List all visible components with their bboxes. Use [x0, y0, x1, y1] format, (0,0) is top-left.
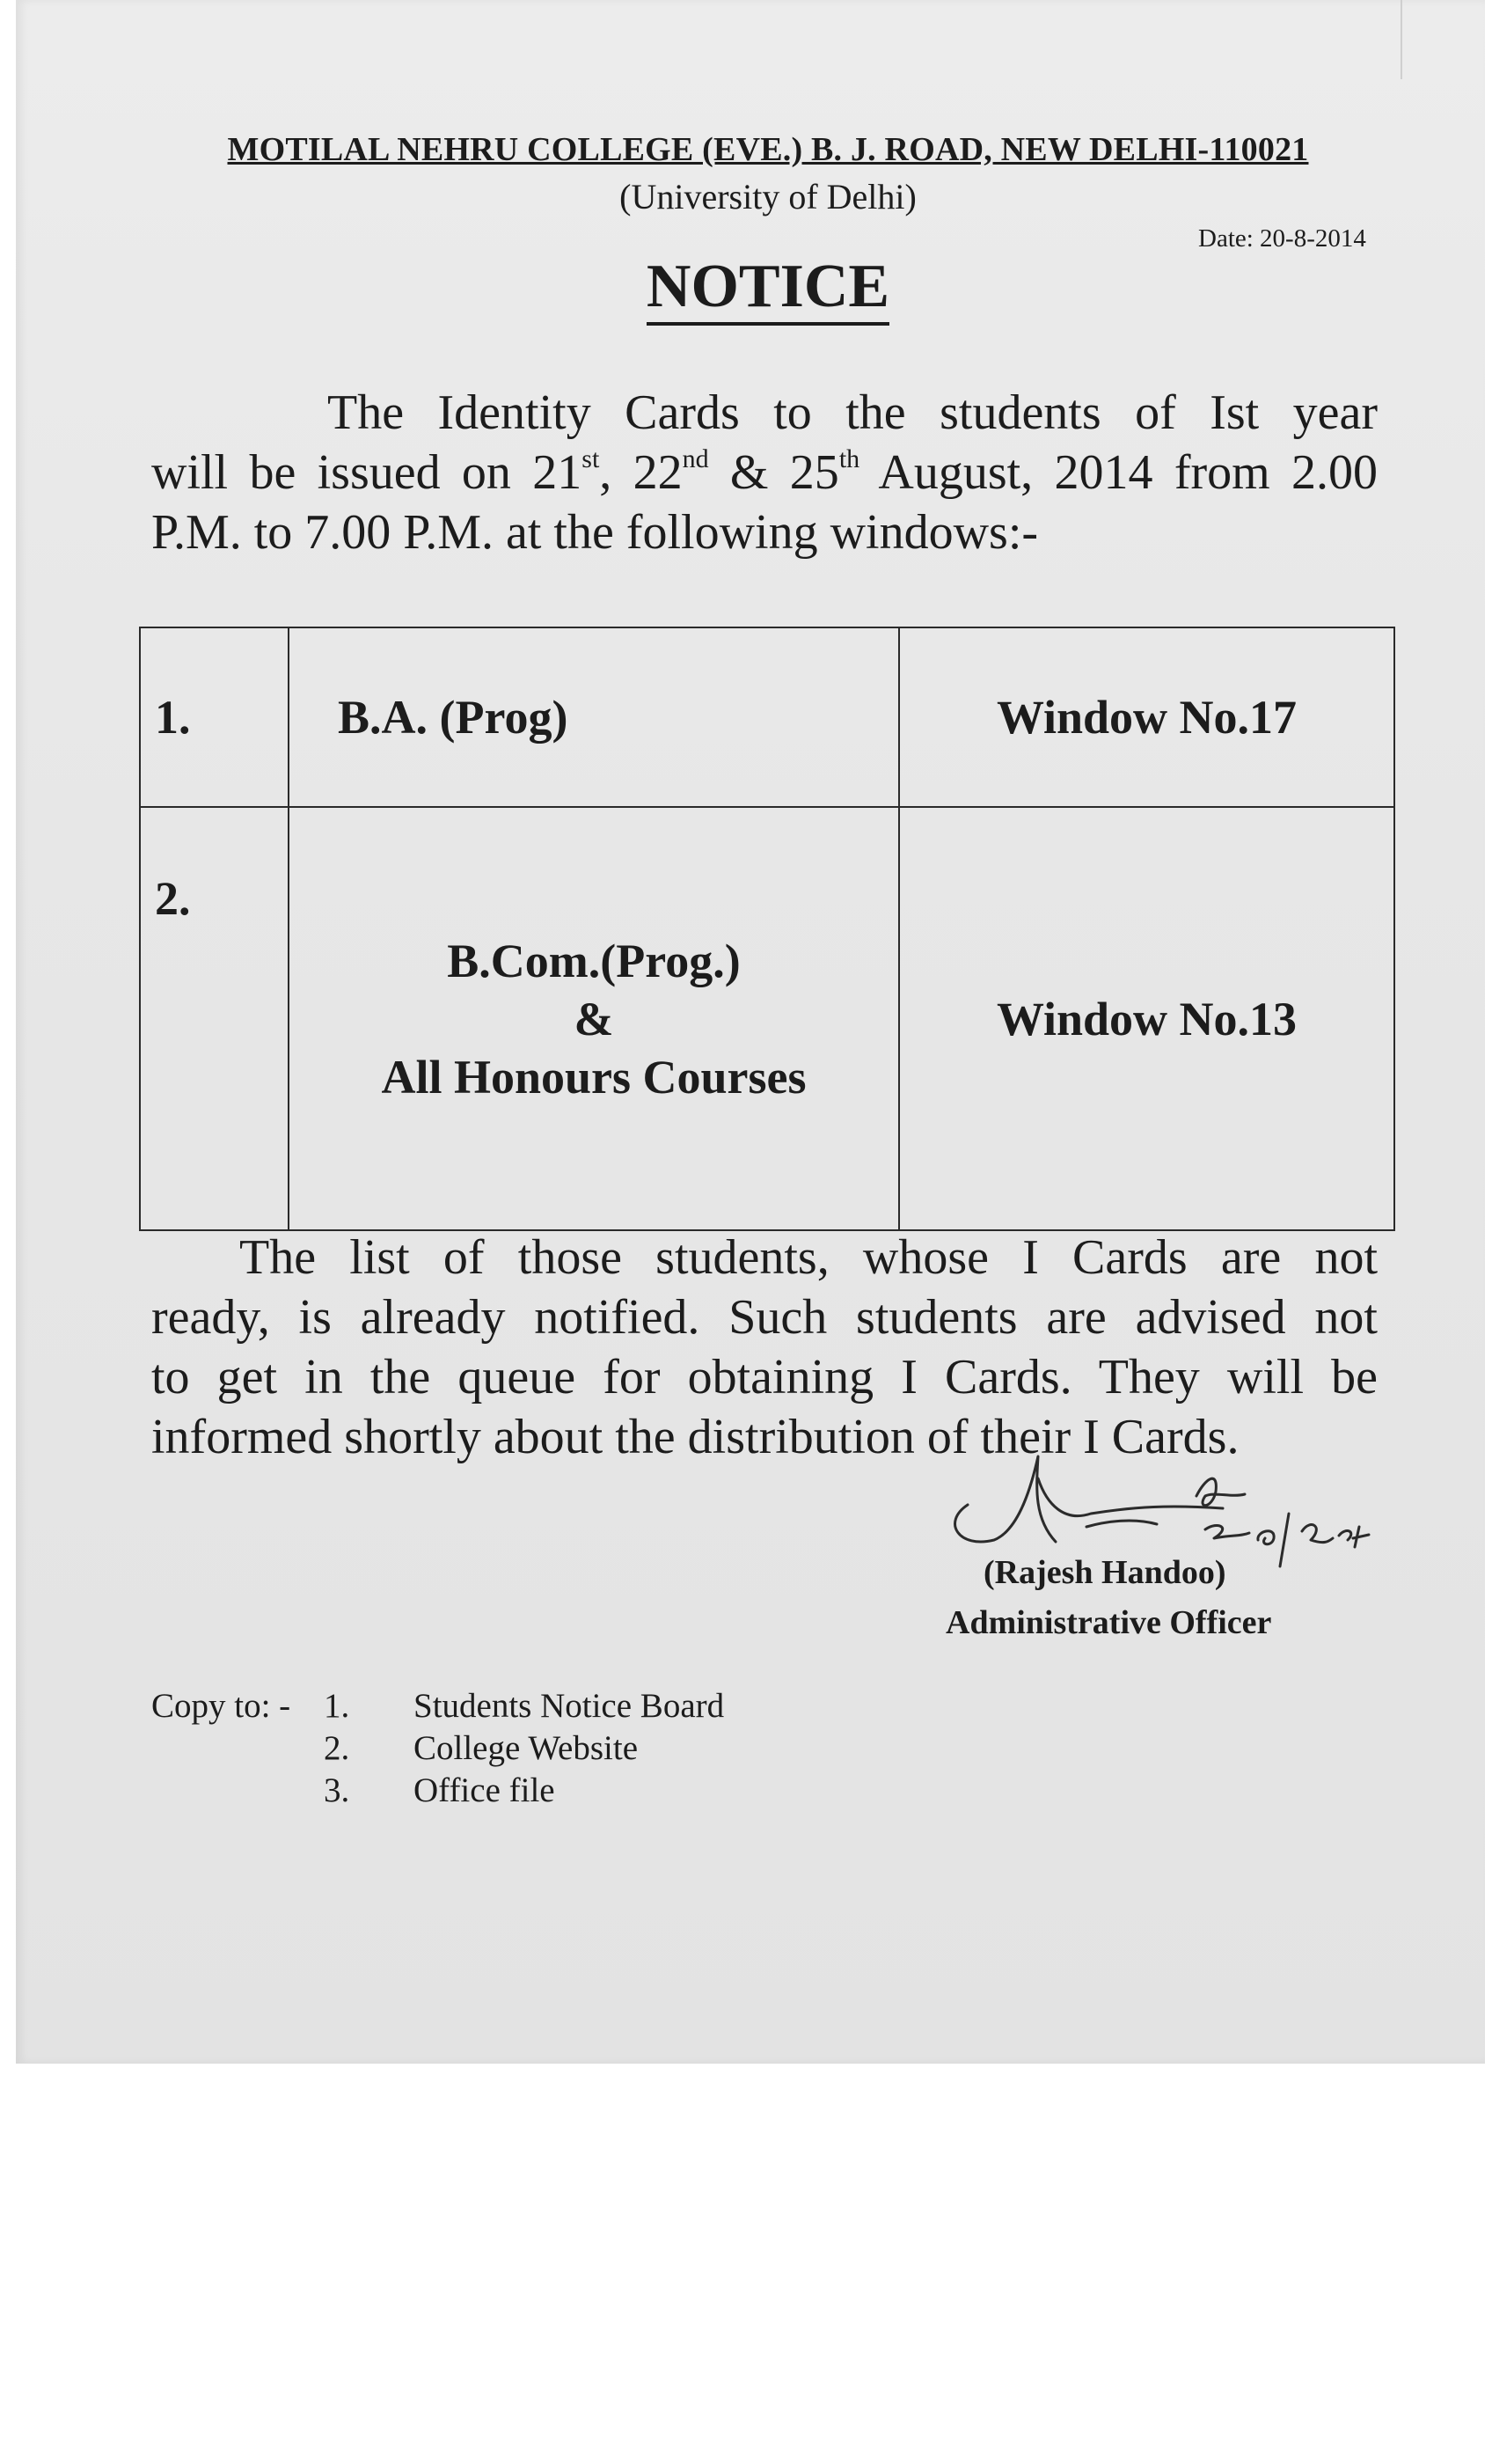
- copy-item-text: College Website: [413, 1729, 639, 1767]
- closing-line-1: The list of those students, whose I Cards are not: [239, 1230, 1378, 1285]
- intro-line-3: P.M. to 7.00 P.M. at the following windows:-: [151, 505, 1039, 560]
- intro-paragraph: [151, 383, 1378, 562]
- copy-item-text: Office file: [413, 1771, 555, 1809]
- copy-item-number: 3.: [324, 1771, 350, 1809]
- table-row: [140, 627, 1394, 807]
- title-text: NOTICE: [647, 253, 889, 326]
- course-line: &: [574, 992, 614, 1045]
- intro-text-c: & 25: [708, 445, 839, 500]
- intro-text-d: August, 2014 from 2.00: [859, 445, 1378, 500]
- copy-item-text: Students Notice Board: [413, 1687, 725, 1725]
- window-cell: Window No.13: [899, 807, 1394, 1230]
- row-number: 1.: [140, 627, 289, 807]
- university-name: (University of Delhi): [619, 177, 917, 216]
- windows-table: [139, 627, 1395, 1231]
- page-title: [0, 252, 1492, 322]
- signatory-name: (Rajesh Handoo): [984, 1554, 1226, 1591]
- course-cell: [289, 807, 899, 1230]
- ordinal-st: st: [581, 444, 600, 473]
- notice-date: Date: 20-8-2014: [1198, 224, 1366, 253]
- course-cell: [289, 627, 899, 807]
- intro-text-b: , 22: [599, 445, 683, 500]
- course-line: B.Com.(Prog.): [447, 934, 741, 987]
- table-row: [140, 807, 1394, 1230]
- row-number: 2.: [140, 807, 289, 1230]
- course-line: B.A. (Prog): [338, 691, 568, 744]
- paper-crease: [1401, 0, 1402, 79]
- ordinal-th: th: [838, 444, 860, 473]
- closing-line-4: informed shortly about the distribution of their I Cards.: [151, 1410, 1240, 1464]
- college-name: MOTILAL NEHRU COLLEGE (EVE.) B. J. ROAD, NEW DELHI-110021: [227, 131, 1309, 168]
- intro-line-2: [151, 443, 1378, 502]
- window-cell: Window No.17: [899, 627, 1394, 807]
- closing-line-2: ready, is already notified. Such students are advised not: [151, 1290, 1378, 1345]
- closing-line-3: to get in the queue for obtaining I Cards. They will be: [151, 1350, 1378, 1404]
- copy-item-number: 1.: [324, 1687, 350, 1725]
- copy-item-number: 2.: [324, 1729, 350, 1767]
- closing-paragraph: [151, 1228, 1378, 1467]
- copy-to-label: Copy to: -: [151, 1687, 291, 1725]
- intro-line-1: The Identity Cards to the students of Ist year: [327, 385, 1378, 440]
- intro-text-a: will be issued on 21: [151, 445, 582, 500]
- signatory-designation: Administrative Officer: [946, 1604, 1272, 1641]
- course-line: All Honours Courses: [381, 1050, 807, 1104]
- ordinal-nd: nd: [682, 444, 709, 473]
